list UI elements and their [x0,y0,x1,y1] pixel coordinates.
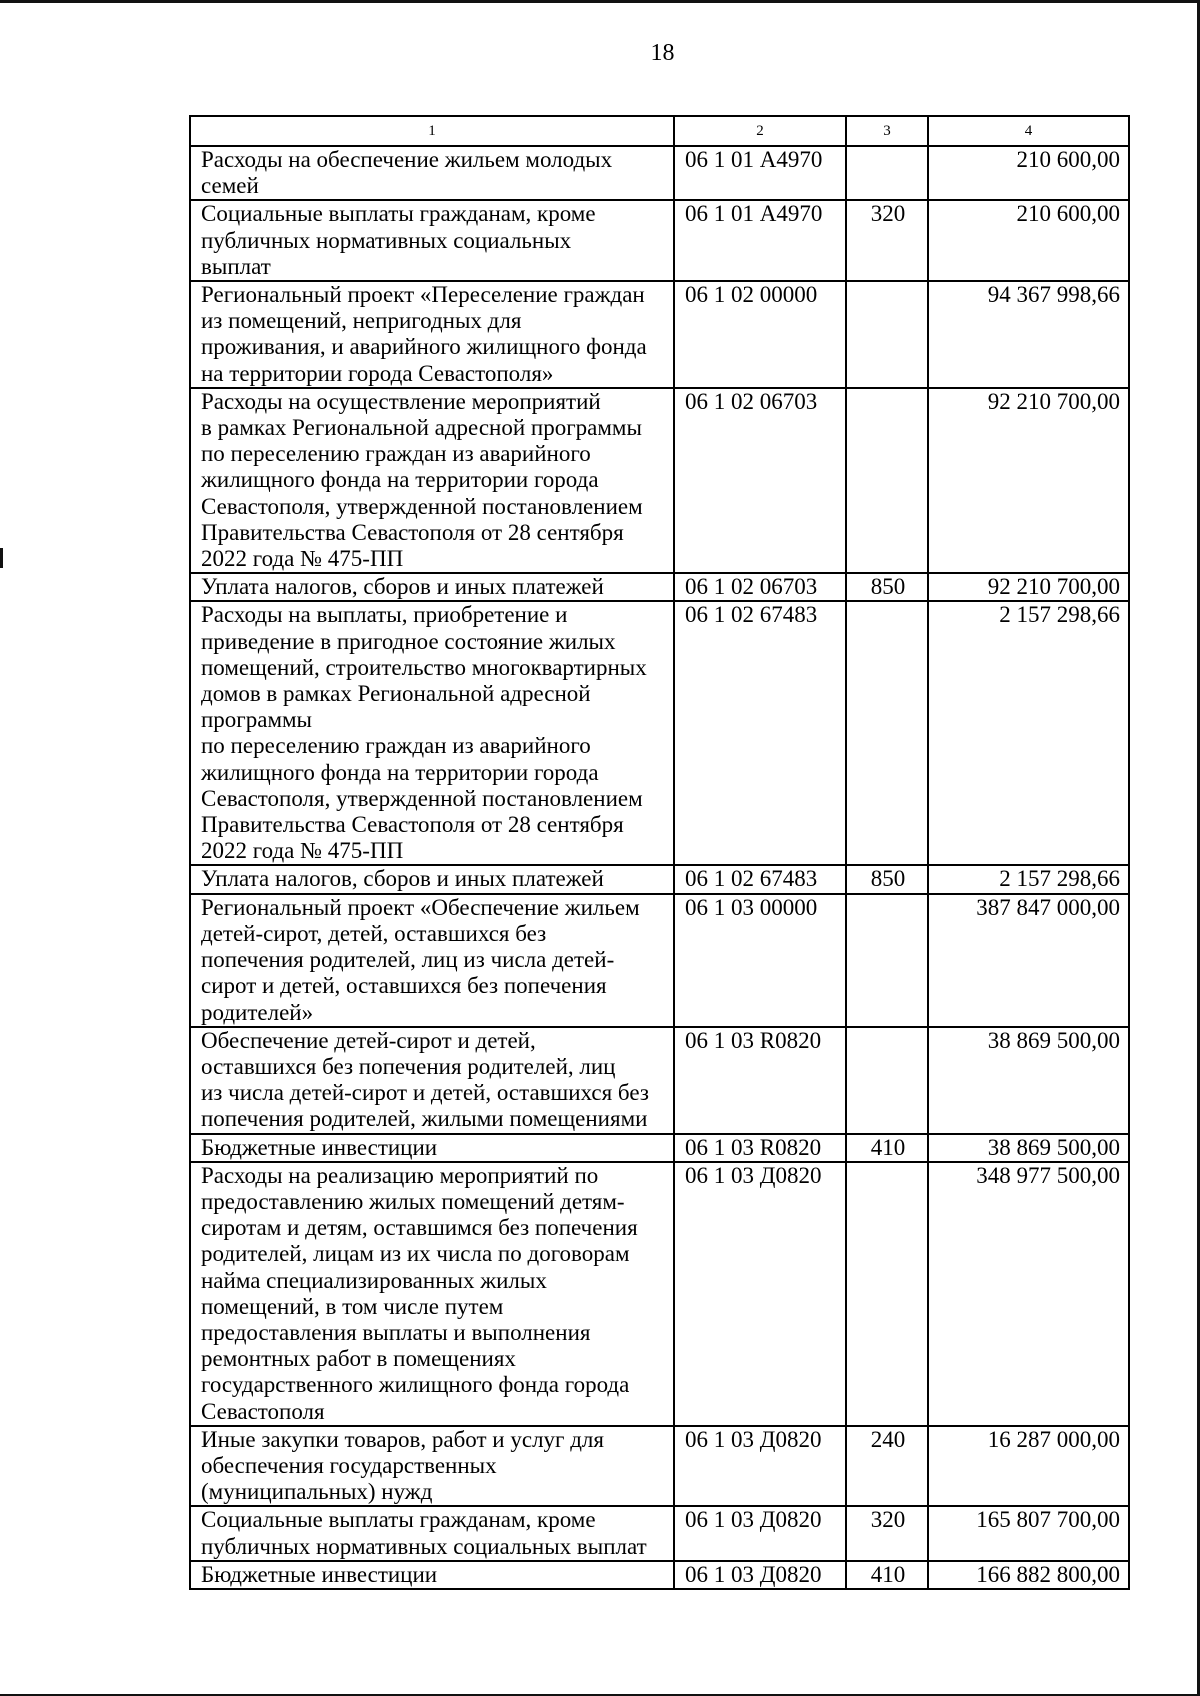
row-name-line: родителей» [201,999,314,1025]
budget-table [189,115,1130,1590]
row-amount-cell: 166 882 800,00 [928,1561,1129,1589]
table-row [190,146,1129,200]
row-code-cell: 06 1 02 06703 [674,388,846,573]
table-row [190,200,1129,281]
row-code-cell: 06 1 03 Д0820 [674,1426,846,1507]
row-name-line: Уплата налогов, сборов и иных платежей [201,574,604,600]
row-code-cell: 06 1 02 06703 [674,573,846,601]
row-name-line: попечения родителей, жилыми помещениями [201,1106,648,1132]
row-type-cell [846,1027,928,1134]
row-name-line: Расходы на осуществление мероприятий [201,388,601,414]
table-row [190,865,1129,893]
scan-edge-top [0,0,1200,3]
row-name-line: сирот и детей, оставшихся без попечения [201,973,607,999]
row-name-line: Расходы на реализацию мероприятий по [201,1162,599,1188]
header-col-1: 1 [190,116,674,146]
row-amount-cell: 94 367 998,66 [928,281,1129,388]
row-name-line: детей-сирот, детей, оставшихся без [201,920,547,946]
row-name-cell [190,573,674,601]
table-row [190,1561,1129,1589]
row-name-line: домов в рамках Региональной адресной [201,681,591,707]
row-name-cell [190,1134,674,1162]
row-name-line: Расходы на выплаты, приобретение и [201,602,568,628]
row-code-cell: 06 1 03 R0820 [674,1027,846,1134]
row-name-line: Севастополя, утвержденной постановлением [201,785,643,811]
row-name-line: жилищного фонда на территории города [201,759,599,785]
row-name-cell [190,1506,674,1560]
row-name-line: на территории города Севастополя» [201,360,554,386]
row-name-line: родителей, лицам из их числа по договорам [201,1241,630,1267]
header-row [190,116,1129,146]
row-name-line: приведение в пригодное состояние жилых [201,628,616,654]
row-type-cell [846,1162,928,1426]
row-name-cell [190,1426,674,1507]
row-name-line: из числа детей-сирот и детей, оставшихся без [201,1080,649,1106]
row-type-cell: 320 [846,200,928,281]
row-amount-cell: 348 977 500,00 [928,1162,1129,1426]
row-name-line: предоставления выплаты и выполнения [201,1319,591,1345]
row-name-cell [190,1561,674,1589]
row-name-line: Иные закупки товаров, работ и услуг для [201,1426,604,1452]
row-amount-cell: 210 600,00 [928,200,1129,281]
header-col-3: 3 [846,116,928,146]
row-code-cell: 06 1 02 67483 [674,865,846,893]
row-name-line: выплат [201,253,271,279]
row-code-cell: 06 1 03 R0820 [674,1134,846,1162]
row-name-cell [190,601,674,865]
row-amount-cell: 2 157 298,66 [928,865,1129,893]
row-name-line: из помещений, непригодных для [201,308,522,334]
row-name-line: по переселению граждан из аварийного [201,733,591,759]
row-amount-cell: 92 210 700,00 [928,573,1129,601]
row-type-cell: 410 [846,1134,928,1162]
row-name-cell [190,281,674,388]
row-code-cell: 06 1 03 Д0820 [674,1561,846,1589]
row-name-line: Социальные выплаты гражданам, кроме [201,1507,596,1533]
row-amount-cell: 38 869 500,00 [928,1134,1129,1162]
row-amount-cell: 165 807 700,00 [928,1506,1129,1560]
header-col-2: 2 [674,116,846,146]
row-name-line: Бюджетные инвестиции [201,1561,438,1587]
row-code-cell: 06 1 02 67483 [674,601,846,865]
row-name-line: попечения родителей, лиц из числа детей- [201,947,615,973]
row-name-line: программы [201,707,313,733]
table-row [190,388,1129,573]
row-name-line: в рамках Региональной адресной программы [201,415,642,441]
row-name-cell [190,865,674,893]
row-name-line: Севастополя [201,1398,325,1424]
row-name-line: обеспечения государственных [201,1452,497,1478]
row-name-line: Правительства Севастополя от 28 сентября [201,812,624,838]
row-name-line: Региональный проект «Переселение граждан [201,282,645,308]
row-name-line: публичных нормативных социальных выплат [201,1533,647,1559]
row-name-line: Севастополя, утвержденной постановлением [201,493,643,519]
row-name-line: сиротам и детям, оставшимся без попечения [201,1215,638,1241]
row-name-line: ремонтных работ в помещениях [201,1346,516,1372]
row-name-line: проживания, и аварийного жилищного фонда [201,334,647,360]
row-type-cell: 320 [846,1506,928,1560]
table-row [190,1506,1129,1560]
row-name-line: государственного жилищного фонда города [201,1372,630,1398]
row-name-cell [190,388,674,573]
table-header [190,116,1129,146]
row-type-cell [846,146,928,200]
row-name-line: 2022 года № 475-ПП [201,838,404,864]
row-name-line: Социальные выплаты гражданам, кроме [201,201,596,227]
row-amount-cell: 16 287 000,00 [928,1426,1129,1507]
row-amount-cell: 2 157 298,66 [928,601,1129,865]
row-name-line: помещений, в том числе путем [201,1293,504,1319]
table-row [190,601,1129,865]
row-name-line: семей [201,173,259,199]
row-name-line: Региональный проект «Обеспечение жильем [201,894,640,920]
page-number: 18 [650,40,675,66]
row-type-cell: 850 [846,573,928,601]
row-code-cell: 06 1 01 А4970 [674,200,846,281]
row-code-cell: 06 1 03 Д0820 [674,1162,846,1426]
row-code-cell: 06 1 01 А4970 [674,146,846,200]
row-name-line: (муниципальных) нужд [201,1479,433,1505]
row-type-cell [846,388,928,573]
row-name-cell [190,1162,674,1426]
row-name-cell [190,894,674,1027]
row-name-cell [190,1027,674,1134]
row-name-cell [190,146,674,200]
row-name-line: оставшихся без попечения родителей, лиц [201,1053,616,1079]
row-type-cell: 410 [846,1561,928,1589]
row-type-cell: 850 [846,865,928,893]
row-name-line: Уплата налогов, сборов и иных платежей [201,866,604,892]
row-amount-cell: 387 847 000,00 [928,894,1129,1027]
table-row [190,894,1129,1027]
row-name-line: жилищного фонда на территории города [201,467,599,493]
row-name-line: Расходы на обеспечение жильем молодых [201,147,613,172]
row-amount-cell: 92 210 700,00 [928,388,1129,573]
row-name-line: Обеспечение детей-сирот и детей, [201,1027,536,1053]
row-amount-cell: 210 600,00 [928,146,1129,200]
table-body [190,146,1129,1589]
table-row [190,281,1129,388]
table-row [190,1162,1129,1426]
row-type-cell [846,601,928,865]
row-name-line: по переселению граждан из аварийного [201,441,591,467]
table-row [190,1134,1129,1162]
row-name-line: предоставлению жилых помещений детям- [201,1188,625,1214]
row-amount-cell: 38 869 500,00 [928,1027,1129,1134]
table-row [190,573,1129,601]
row-name-cell [190,200,674,281]
row-name-line: Бюджетные инвестиции [201,1134,438,1160]
row-type-cell: 240 [846,1426,928,1507]
row-code-cell: 06 1 02 00000 [674,281,846,388]
row-name-line: Правительства Севастополя от 28 сентября [201,519,624,545]
table-row [190,1027,1129,1134]
row-type-cell [846,894,928,1027]
row-name-line: публичных нормативных социальных [201,227,572,253]
header-col-4: 4 [928,116,1129,146]
table-row [190,1426,1129,1507]
scan-edge-left-mark [0,548,3,568]
row-name-line: найма специализированных жилых [201,1267,547,1293]
row-name-line: 2022 года № 475-ПП [201,546,404,572]
row-code-cell: 06 1 03 00000 [674,894,846,1027]
row-name-line: помещений, строительство многоквартирных [201,654,647,680]
row-code-cell: 06 1 03 Д0820 [674,1506,846,1560]
row-type-cell [846,281,928,388]
